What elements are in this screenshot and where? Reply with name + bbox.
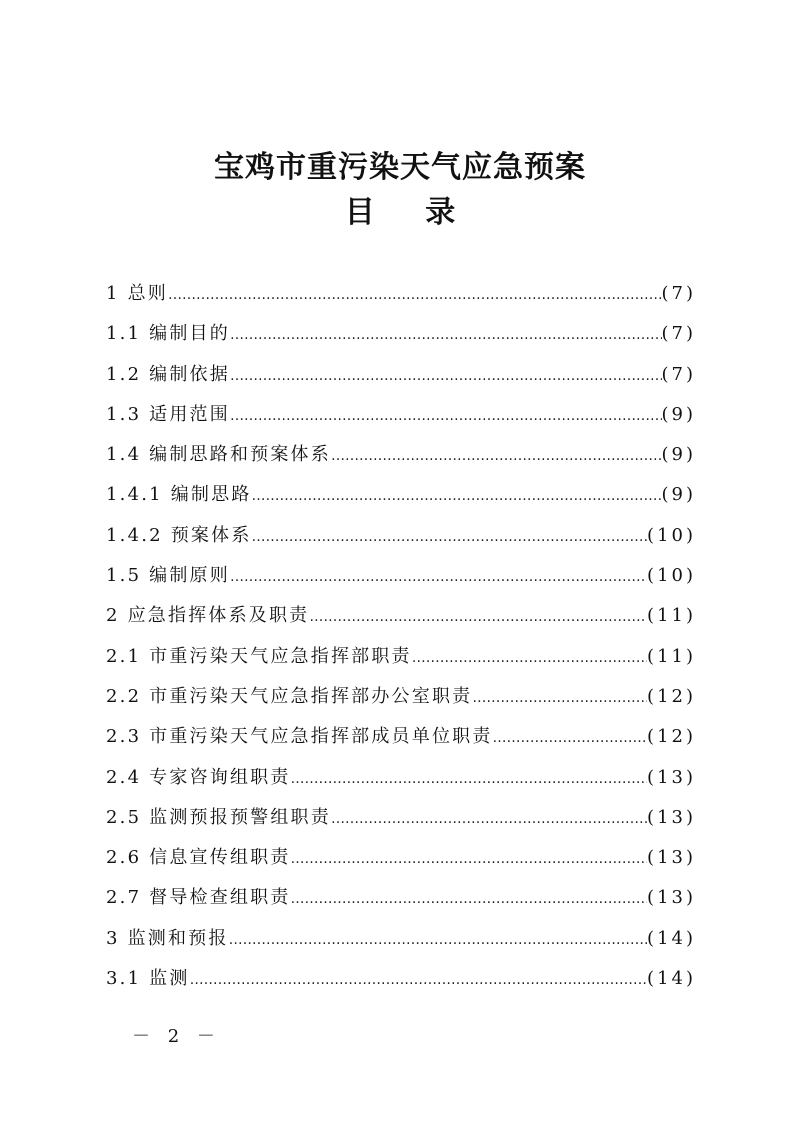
toc-leader-dots xyxy=(291,765,648,793)
toc-entry[interactable] xyxy=(106,683,696,723)
toc-leader-dots xyxy=(230,321,662,349)
toc-entry-label: 1.5 编制原则 xyxy=(106,565,230,587)
toc-leader-dots xyxy=(252,482,662,510)
toc-entry[interactable] xyxy=(106,844,696,884)
toc-leader-dots xyxy=(230,362,662,390)
toc-entry[interactable] xyxy=(106,764,696,804)
toc-entry[interactable] xyxy=(106,441,696,481)
toc-entry-page: (12) xyxy=(647,685,696,707)
toc-entry-label: 1.3 适用范围 xyxy=(106,403,230,425)
toc-entry-page: (9) xyxy=(661,484,696,506)
toc-entry-label: 2 应急指挥体系及职责 xyxy=(106,605,310,627)
toc-leader-dots xyxy=(309,603,647,631)
toc-entry-page: (9) xyxy=(661,444,696,466)
toc-leader-dots xyxy=(291,885,648,913)
toc-entry-label: 1.1 编制目的 xyxy=(106,323,230,345)
toc-entry[interactable] xyxy=(106,643,696,683)
toc-entry-page: (14) xyxy=(647,968,696,990)
toc-leader-dots xyxy=(190,966,647,994)
toc-entry-label: 2.3 市重污染天气应急指挥部成员单位职责 xyxy=(106,726,493,748)
toc-leader-dots xyxy=(291,845,648,873)
toc-entry[interactable] xyxy=(106,925,696,965)
toc-leader-dots xyxy=(229,926,647,954)
toc-entry[interactable] xyxy=(106,965,696,1005)
toc-entry[interactable] xyxy=(106,602,696,642)
toc-entry-label: 2.2 市重污染天气应急指挥部办公室职责 xyxy=(106,685,473,707)
toc-entry-label: 1.4 编制思路和预案体系 xyxy=(106,444,331,466)
toc-entry-page: (7) xyxy=(661,323,696,345)
toc-entry[interactable] xyxy=(106,804,696,844)
toc-entry[interactable] xyxy=(106,320,696,360)
toc-entry-page: (13) xyxy=(647,847,696,869)
toc-leader-dots xyxy=(230,402,662,430)
toc-entry-page: (7) xyxy=(661,363,696,385)
toc-entry[interactable] xyxy=(106,562,696,602)
toc-leader-dots xyxy=(331,442,662,470)
toc-entry-label: 1.4.2 预案体系 xyxy=(106,524,252,546)
toc-leader-dots xyxy=(493,724,648,752)
toc-entry-page: (10) xyxy=(647,565,696,587)
toc-entry[interactable] xyxy=(106,884,696,924)
toc-entry-page: (11) xyxy=(647,605,696,627)
toc-entry-page: (11) xyxy=(647,645,696,667)
toc-leader-dots xyxy=(168,281,662,309)
toc-heading: 目 录 xyxy=(344,195,456,230)
toc-entry[interactable] xyxy=(106,723,696,763)
toc-entry-page: (7) xyxy=(661,283,696,304)
toc-entry-label: 1 总则 xyxy=(106,283,168,304)
toc-entry-label: 1.2 编制依据 xyxy=(106,363,230,385)
toc-entry-page: (12) xyxy=(647,726,696,748)
toc-leader-dots xyxy=(472,684,647,712)
toc-entry-label: 2.4 专家咨询组职责 xyxy=(106,766,291,788)
toc-entry-label: 2.1 市重污染天气应急指挥部职责 xyxy=(106,645,412,667)
table-of-contents xyxy=(106,280,696,1005)
toc-leader-dots xyxy=(252,523,648,551)
toc-entry-label: 1.4.1 编制思路 xyxy=(106,484,252,506)
toc-entry[interactable] xyxy=(106,401,696,441)
page-number: － 2 － xyxy=(132,1026,221,1047)
toc-entry[interactable] xyxy=(106,481,696,521)
toc-leader-dots xyxy=(230,563,647,591)
toc-entry-label: 2.5 监测预报预警组职责 xyxy=(106,806,331,828)
toc-entry-label: 2.7 督导检查组职责 xyxy=(106,887,291,909)
toc-entry-page: (13) xyxy=(647,887,696,909)
toc-entry-label: 3 监测和预报 xyxy=(106,927,229,949)
toc-entry-page: (9) xyxy=(661,403,696,425)
toc-entry-page: (13) xyxy=(647,806,696,828)
toc-entry-page: (13) xyxy=(647,766,696,788)
toc-entry-page: (10) xyxy=(647,524,696,546)
toc-entry[interactable] xyxy=(106,522,696,562)
toc-leader-dots xyxy=(412,644,647,672)
toc-entry-page: (14) xyxy=(647,927,696,949)
toc-entry[interactable] xyxy=(106,280,696,320)
toc-leader-dots xyxy=(331,805,647,833)
toc-entry[interactable] xyxy=(106,361,696,401)
toc-entry-label: 3.1 监测 xyxy=(106,968,190,990)
toc-entry-label: 2.6 信息宣传组职责 xyxy=(106,847,291,869)
document-title: 宝鸡市重污染天气应急预案 xyxy=(214,150,586,185)
